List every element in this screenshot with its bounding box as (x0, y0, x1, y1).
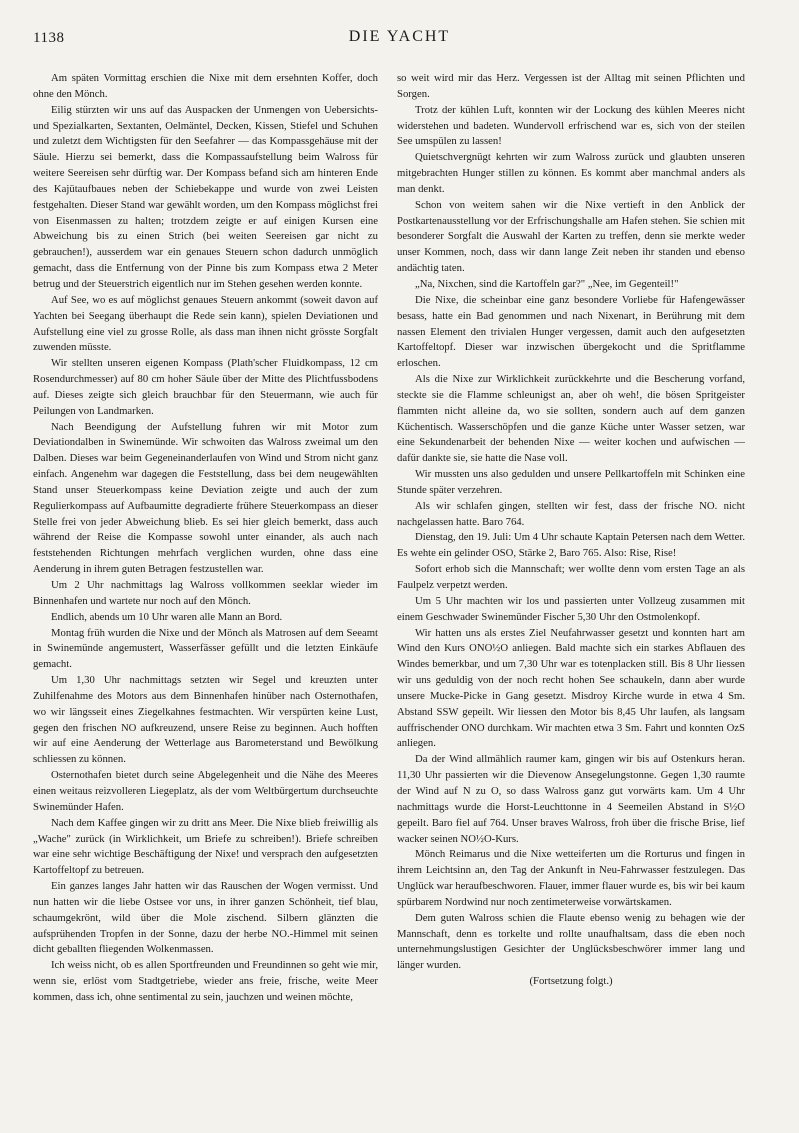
paragraph: Montag früh wurden die Nixe und der Mönch als Matrosen auf dem Seeamt in Swinemünde angemustert, Wasserfässer gefüllt und die letzten Einkäufe gemacht. (33, 626, 378, 671)
paragraph: Schon von weitem sahen wir die Nixe vertieft in den Anblick der Postkartenausstellung vor der Erfrischungshalle am Hafen stehen. Sie schien mit besonderer Sorgfalt die Auswahl der Karten zu treffen, denn sie merkte weder unser Kommen, noch, dass wir dann lange Zeit neben ihr standen und ebenso andächtig taten. (397, 198, 745, 275)
paragraph: Um 1,30 Uhr nachmittags setzten wir Segel und kreuzten unter Zuhilfenahme des Motors aus dem Binnenhafen hinüber nach Osternothafen, wo wir längsseit eines Ziegelkahnes festmachten. Wir verspürten keine Lust, gegen den frischen NO aufkreuzend, unsere Reise zu beginnen. Auch hofften wir auf eine Aenderung der Wetterlage aus Barometerstand und Bewölkung schliessen zu können. (33, 674, 378, 766)
paragraph: Um 5 Uhr machten wir los und passierten unter Vollzeug zusammen mit einem Geschwader Swinemünder Fischer 5,30 Uhr den Ostmolenkopf. (397, 594, 745, 623)
paragraph: Dem guten Walross schien die Flaute ebenso wenig zu behagen wie der Mannschaft, denn es torkelte und rollte unaufhaltsam, dass die eben noch unternehmungslustigen Gesichter der Unglücksbeschwörer immer lang und länger wurden. (397, 911, 745, 972)
paragraph: Da der Wind allmählich raumer kam, gingen wir bis auf Ostenkurs heran. 11,30 Uhr passierten wir die Dievenow Ansegelungstonne. Gegen 1,30 raumte der Wind auf N zu O, so dass Walross ganz gut vorwärts kam. Um 4 Uhr nachmittags wurde die Horst-Leuchttonne in 4 Seemeilen Abstand in S½O gepeilt. Baro fiel auf 764. Unser braves Walross, froh über die frische Brise, lief wacker seinen NO½O-Kurs. (397, 753, 745, 845)
paragraph: Ein ganzes langes Jahr hatten wir das Rauschen der Wogen vermisst. Und nun hatten wir die liebe Ostsee vor uns, in ihrer ganzen Schönheit, tief blau, schaumgekrönt, wild über die Mole zischend. Silbern glänzten die aufsprühenden Tropfen in der Sonne, dazu der herbe NO.-Himmel mit seinen dicht geballten fliegenden Wolkenmassen. (33, 880, 378, 956)
paragraph: Wir hatten uns als erstes Ziel Neufahrwasser gesetzt und konnten hart am Wind den Kurs ONO½O anliegen. Bald machte sich ein starkes Abflauen des Windes bemerkbar, und um 7,30 Uhr war es totenplacken still. Bis 8 Uhr liessen wir uns geduldig von der noch recht hohen See schaukeln, dann aber wurde unsere Mucke-Picke in Gang gesetzt. Misdroy Kirche wurde in etwa 4 Sm. Abstand SSW gepeilt. Wir liessen den Motor bis 8,45 Uhr laufen, als langsam auffrischender ONO durchkam. Wir machten etwa 3 Sm. Fahrt und konnten OzS anliegen. (397, 626, 745, 750)
paragraph: Ich weiss nicht, ob es allen Sportfreunden und Freundinnen so geht wie mir, wenn sie, erlöst vom Stadtgetriebe, wieder ans freie, frische, weite Meer kommen, dass ich, ohne sentimental zu sein, jauchzen und weinen möchte, (33, 959, 378, 1003)
paragraph: Endlich, abends um 10 Uhr waren alle Mann an Bord. (51, 610, 283, 623)
paragraph: Osternothafen bietet durch seine Abgelegenheit und die Nähe des Meeres einen weitaus reizvolleren Liegeplatz, als der vom Weltbürgertum durchseuchte Swinemünder Hafen. (33, 769, 378, 813)
paragraph: „Na, Nixchen, sind die Kartoffeln gar?" „Nee, im Gegenteil!" (415, 277, 679, 290)
paragraph: Als wir schlafen gingen, stellten wir fest, dass der frische NO. nicht nachgelassen hatte. Baro 764. (397, 499, 745, 528)
journal-title: DIE YACHT (348, 28, 451, 45)
paragraph: Quietschvergnügt kehrten wir zum Walross zurück und glaubten unseren mitgebrachten Hunger stillen zu können. Es kommt aber manchmal anders als man denkt. (397, 151, 745, 195)
paragraph: Mönch Reimarus und die Nixe wetteiferten um die Rorturus und fingen in ihrem Leichtsinn an, den Tag der Ankunft in Neu-Fahrwasser festzulegen. Das Unglück war heraufbeschworen. Flauer, immer flauer wurde es, bis wir bei kaum spürbarem Nordwind nur noch zentimeterweise vorwärtskamen. (397, 848, 745, 908)
continuation-note: (Fortsetzung folgt.) (529, 975, 613, 988)
paragraph: Wir mussten uns also gedulden und unsere Pellkartoffeln mit Schinken eine Stunde später verzehren. (397, 468, 745, 496)
page-number: 1138 (33, 30, 65, 46)
paragraph: Sofort erhob sich die Mannschaft; wer wollte denn vom ersten Tage an als Faulpelz verpetzt werden. (397, 563, 745, 591)
paragraph: Um 2 Uhr nachmittags lag Walross vollkommen seeklar wieder im Binnenhafen und wartete nur noch auf den Mönch. (33, 579, 378, 607)
paragraph: Die Nixe, die scheinbar eine ganz besondere Vorliebe für Hafengewässer besass, hatte ein Bad genommen und nach Nixenart, in Berührung mit dem nassen Element den trivialen Hunger vergessen, damit auch den aufgesetzten Kartoffeltopf. Dieser war inzwischen übergekocht und die Spritflamme erloschen. (397, 293, 745, 370)
right-column (397, 71, 745, 990)
paragraph: Am späten Vormittag erschien die Nixe mit dem ersehnten Koffer, doch ohne den Mönch. (33, 72, 378, 100)
left-column (33, 71, 378, 1006)
paragraph: Nach Beendigung der Aufstellung fuhren wir mit Motor zum Deviationdalben in Swinemünde. Wir schwoiten das Walross zweimal um den Dalben. Dieses war beim Gegeneinanderlaufen von Wind und Strom nicht ganz einfach. Angenehm war dagegen die Feststellung, dass bei dem neugewählten Stand unser Steuerkompass keine Deviation zeigte und auch der zum Regulierkompass auf Aufbaumitte degradierte frühere Steuerkompass an dieser Stelle frei von jeder Abweichung blieb. Es sei hier gleich bemerkt, dass auch während der Reise die Kompasse sowohl unter einander, als auch nach feststehenden Richtungen mehrfach verglichen wurden, ohne dass eine Aenderung in ihrem guten Betragen festzustellen war. (33, 420, 378, 576)
paragraph: Wir stellten unseren eigenen Kompass (Plath'scher Fluidkompass, 12 cm Rosendurchmesser) auf 80 cm hoher Säule über der Mitte des Plichtfussbodens auf. Dieses zeigte sich gleich brauchbar für den Steuermann, wie auch für Peilungen von Landmarken. (33, 357, 378, 417)
paragraph: Auf See, wo es auf möglichst genaues Steuern ankommt (soweit davon auf Yachten bei Seegang überhaupt die Rede sein kann), spielen Deviationen und Aufstellung eine viel zu grosse Rolle, als dass man ihnen nicht grösste Sorgfalt zuwenden müsste. (33, 293, 378, 354)
paragraph: Eilig stürzten wir uns auf das Auspacken der Unmengen von Uebersichts- und Spezialkarten, Sextanten, Oelmäntel, Decken, Kissen, Stiefel und Schuhen und zuletzt dem Wichtigsten für den Seefahrer — das Kompassgehäuse mit der Säule. Hierzu sei bemerkt, dass die Kompassaufstellung beim Walross für weitere Seereisen sehr dürftig war. Der Kompass befand sich am hinteren Ende des Kajütaufbaues neben der Schiebekappe und wurde von zwei Leisten festgehalten. Dieser Stand war gewählt worden, um den Kompass möglichst frei von Eisenmassen zu halten; trotzdem zeigte er auf einigen Kursen eine Abweichung bis zu einen Strich (bei weiten Seereisen gar nicht zu gebrauchen!), ausserdem war ein genaues Steuern schon dadurch unmöglich gemacht, dass die Entfernung von der Pinne bis zum Kompass etwa 2 Meter betrug und der Steuerstrich eigentlich nur im Stehen gesehen werden konnte. (33, 103, 378, 290)
paragraph: Dienstag, den 19. Juli: Um 4 Uhr schaute Kaptain Petersen nach dem Wetter. Es wehte ein gelinder OSO, Stärke 2, Baro 765. Also: Rise, Rise! (397, 531, 745, 560)
paragraph: Trotz der kühlen Luft, konnten wir der Lockung des kühlen Meeres nicht widerstehen und badeten. Wundervoll erfrischend war es, sich von der steilen See umspülen zu lassen! (397, 103, 745, 148)
paragraph: Als die Nixe zur Wirklichkeit zurückkehrte und die Bescherung vorfand, steckte sie die Flamme schleunigst an, aber oh weh!, die bösen Spritgeister flammten nicht alleine da, wo sie sollten, sondern auch auf dem ganzen Küchentisch. Wasserschöpfen und die ganze Küche unter Wasser setzen, war eine Sekundenarbeit der behenden Nixe — weiter kochen und aufwischen — dafür dankte sie, sie hatte die Nase voll. (397, 373, 745, 465)
paragraph: Nach dem Kaffee gingen wir zu dritt ans Meer. Die Nixe blieb freiwillig als „Wache" zurück (in Wirklichkeit, um Briefe zu schreiben!). Briefe schreiben war eine sehr wichtige Beschäftigung der Nixe! und versprach den aufgesetzten Kartoffeltopf zu betreuen. (33, 816, 378, 877)
paragraph: so weit wird mir das Herz. Vergessen ist der Alltag mit seinen Pflichten und Sorgen. (397, 72, 745, 100)
